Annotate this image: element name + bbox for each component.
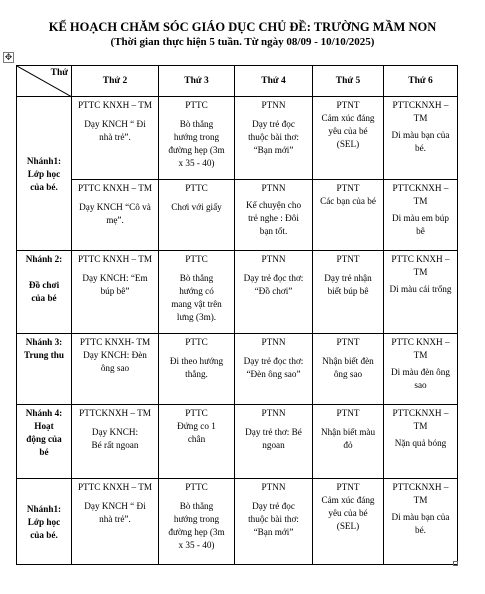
lesson-cell	[384, 334, 458, 405]
lesson-area: PTTCKNXH – TM	[392, 482, 449, 506]
lesson-cell	[159, 251, 235, 334]
lesson-cell	[384, 251, 458, 334]
lesson-cell	[313, 479, 384, 565]
lesson-cell	[235, 334, 313, 405]
lesson-activity: Di màu cái trống	[389, 284, 452, 295]
lesson-cell	[313, 334, 384, 405]
document-subtitle: (Thời gian thực hiện 5 tuần. Từ ngày 08/09 - 10/10/2025)	[110, 36, 375, 48]
lesson-activity: Dạy trẻ đọc thơ: “Đồ chơi”	[243, 273, 304, 297]
lesson-cell	[72, 180, 159, 251]
lesson-activity: Dạy trẻ thơ: Bé ngoan	[245, 427, 302, 451]
branch-label-1	[17, 97, 72, 251]
lesson-activity: Đi theo hướng thẳng.	[169, 356, 224, 380]
lesson-activity: Di màu bạn của bé.	[391, 512, 450, 536]
branch-label-2	[17, 251, 72, 334]
lesson-area: PTNT	[336, 337, 360, 347]
lesson-activity: Dạy KNCH “Cô và mẹ”.	[79, 202, 151, 226]
table-row	[17, 334, 458, 405]
lesson-area: PTTC	[185, 100, 208, 110]
lesson-activity: Dạy trẻ đọc thuộc bài thơ: “Bạn mới”	[248, 501, 299, 538]
branch-label-3	[17, 334, 72, 405]
lesson-cell	[235, 405, 313, 479]
lesson-area: PTTC KNXH – TM	[77, 254, 153, 264]
lesson-cell	[384, 405, 458, 479]
day-header-fri: Thứ 6	[384, 66, 458, 97]
lesson-area: PTTC Đứng co 1 chân	[177, 408, 216, 445]
lesson-cell	[384, 479, 458, 565]
day-header-mon: Thứ 2	[72, 66, 159, 97]
lesson-cell	[384, 180, 458, 251]
lesson-area: PTTC	[185, 482, 208, 492]
lesson-cell	[235, 251, 313, 334]
lesson-cell	[313, 251, 384, 334]
lesson-cell	[159, 405, 235, 479]
lesson-area: PTNN	[261, 100, 286, 110]
lesson-area: PTTC	[185, 183, 208, 193]
plan-table	[16, 65, 458, 565]
lesson-area: PTTCKNXH – TM	[79, 408, 151, 418]
lesson-activity: Các bạn của bé	[320, 196, 376, 207]
lesson-area: PTNT	[336, 254, 360, 264]
lesson-cell	[235, 479, 313, 565]
lesson-activity: Dạy trẻ đọc thơ: “Đèn ông sao”	[243, 356, 304, 380]
lesson-area: PTTC	[185, 337, 208, 347]
lesson-cell	[159, 479, 235, 565]
lesson-activity: Cảm xúc đáng yêu của bé (SEL)	[321, 113, 375, 150]
table-move-handle-icon[interactable]: ✥	[4, 53, 13, 63]
lesson-activity: Dạy KNCH: Đèn ông sao	[83, 350, 147, 374]
lesson-area: PTNN	[261, 482, 286, 492]
lesson-cell	[313, 180, 384, 251]
lesson-area: PTTC KNXH – TM	[77, 482, 153, 492]
lesson-cell	[235, 180, 313, 251]
lesson-activity: Bò thẳng hướng có mang vật trên lưng (3m).	[171, 273, 222, 323]
branch-label-text: Nhánh 3: Trung thu	[24, 337, 64, 361]
paragraph-end-marker	[453, 561, 458, 566]
branch-label-text: Nhánh1: Lớp học của bé.	[26, 503, 62, 541]
lesson-cell	[72, 251, 159, 334]
lesson-area: PTTC KNXH – TM	[77, 100, 153, 110]
lesson-activity: Dạy KNCH: “Em búp bê”	[82, 273, 148, 297]
lesson-area: PTNN	[261, 337, 286, 347]
lesson-activity: Nặn quả bóng	[394, 438, 447, 449]
lesson-cell	[72, 334, 159, 405]
lesson-area: PTNT	[336, 183, 360, 193]
branch-label-text: Nhánh1: Lớp học của bé.	[26, 155, 62, 193]
lesson-area: PTTCKNXH – TM	[392, 183, 449, 207]
lesson-cell	[235, 97, 313, 180]
lesson-activity: Dạy trẻ nhận biết búp bê	[324, 273, 372, 297]
branch-label-4	[17, 405, 72, 479]
lesson-area: PTNT	[336, 408, 360, 418]
corner-cell	[17, 66, 72, 97]
lesson-activity: Chơi với giấy	[171, 202, 222, 213]
document-title: KẾ HOẠCH CHĂM SÓC GIÁO DỤC CHỦ ĐỀ: TRƯỜNG MẦM NON	[48, 20, 437, 34]
table-row	[17, 251, 458, 334]
table-row	[17, 405, 458, 479]
lesson-area: PTNN	[261, 183, 286, 193]
lesson-area: PTTC KNXH – TM	[77, 183, 153, 193]
lesson-area: PTNN	[261, 408, 286, 418]
lesson-area: PTTCKNXH – TM	[392, 408, 449, 432]
lesson-cell	[72, 405, 159, 479]
branch-label-text: Nhánh 4: Hoạt động của bé	[25, 408, 63, 458]
branch-label-5	[17, 479, 72, 565]
lesson-cell	[159, 180, 235, 251]
lesson-cell	[72, 479, 159, 565]
lesson-activity: Cảm xúc đáng yêu của bé (SEL)	[321, 495, 375, 532]
lesson-activity: Dạy trẻ đọc thuộc bài thơ: “Bạn mới”	[248, 119, 299, 156]
lesson-area: PTTC	[185, 254, 208, 264]
lesson-activity: Dạy KNCH “ Đi nhà trẻ”.	[84, 119, 146, 143]
header-row	[17, 66, 458, 97]
day-header-tue: Thứ 3	[159, 66, 235, 97]
lesson-cell	[159, 97, 235, 180]
lesson-activity: Bò thẳng hướng trong đường hẹp (3m x 35 - 40)	[168, 501, 225, 551]
lesson-cell	[313, 405, 384, 479]
branch-label-text: Nhánh 2: Đồ chơi của bé	[25, 254, 63, 304]
lesson-area: PTTC KNXH – TM	[391, 337, 450, 361]
day-header-wed: Thứ 4	[235, 66, 313, 97]
table-row	[17, 180, 458, 251]
lesson-activity: Nhận biết đèn ông sao	[322, 356, 374, 380]
lesson-area: PTTC KNXH – TM	[391, 254, 450, 278]
day-header-thu: Thứ 5	[313, 66, 384, 97]
lesson-area: PTTCKNXH – TM	[392, 100, 449, 124]
lesson-area: PTNT	[336, 482, 360, 492]
lesson-cell	[384, 97, 458, 180]
lesson-cell	[159, 334, 235, 405]
lesson-activity: Kể chuyện cho trẻ nghe : Đôi bạn tốt.	[245, 200, 302, 237]
lesson-area: PTNT	[336, 100, 360, 110]
lesson-activity: Bò thẳng hướng trong đường hẹp (3m x 35 - 40)	[168, 119, 225, 169]
lesson-activity: Nhận biết màu đỏ	[320, 427, 376, 451]
lesson-area: PTNN	[261, 254, 286, 264]
lesson-area: PTTC KNXH- TM	[79, 337, 151, 347]
table-row	[17, 479, 458, 565]
lesson-activity: Dạy KNCH: Bé rất ngoan	[91, 427, 139, 451]
lesson-activity: Di màu bạn của bé.	[391, 130, 450, 154]
lesson-activity: Dạy KNCH “ Đi nhà trẻ”.	[84, 501, 146, 525]
lesson-activity: Di màu đèn ông sao	[391, 367, 450, 391]
lesson-cell	[313, 97, 384, 180]
corner-label: Thứ	[50, 68, 68, 78]
lesson-cell	[72, 97, 159, 180]
table-row	[17, 97, 458, 180]
lesson-activity: Di màu em búp bê	[392, 213, 449, 237]
